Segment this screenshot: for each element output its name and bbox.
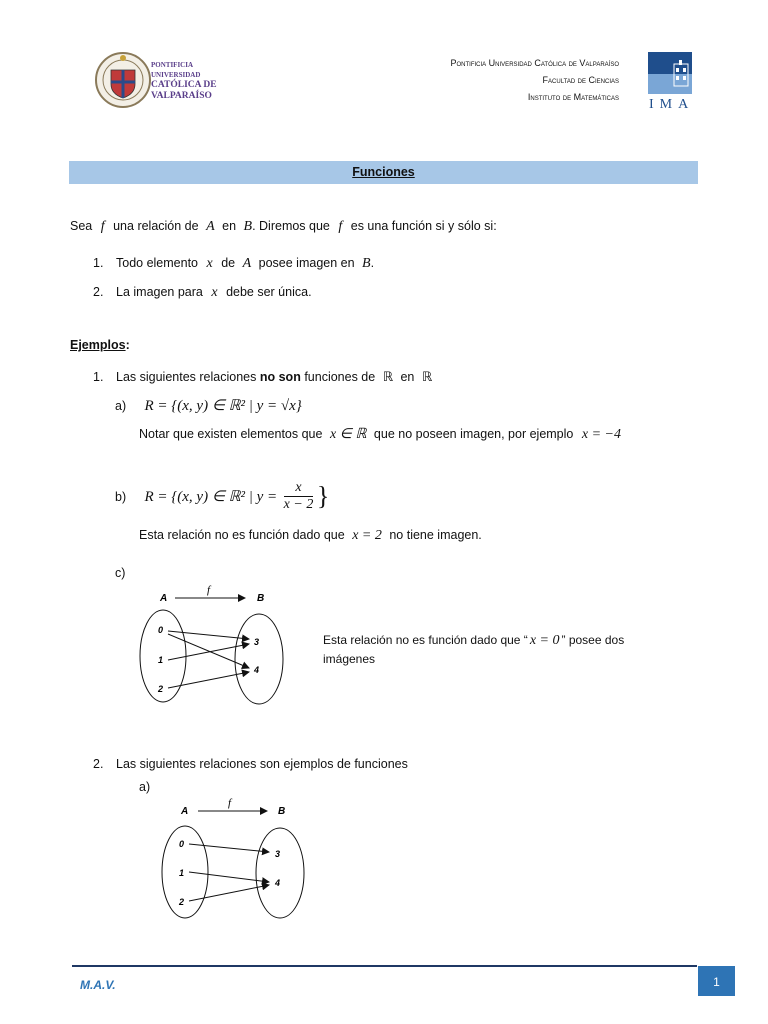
example-number: 2.	[93, 757, 104, 771]
condition-math-x: x	[206, 256, 213, 271]
examples-colon: :	[125, 338, 130, 352]
relation-diagram-2	[155, 796, 315, 921]
reals-symbol: ℝ	[421, 370, 433, 385]
codomain-element: 4	[275, 878, 281, 888]
example-bold-text: no son	[259, 370, 301, 384]
example-2-heading	[93, 757, 408, 771]
intro-text-1: Sea	[70, 219, 93, 233]
page-number: 1	[698, 966, 735, 996]
footer-initials: M.A.V.	[80, 978, 116, 992]
intro-math-b: B	[243, 219, 253, 234]
logo-line-3: CATÓLICA DE	[151, 80, 217, 90]
domain-set	[162, 826, 208, 918]
diagram-label-b: B	[257, 593, 265, 604]
fraction	[284, 480, 314, 513]
ima-building-icon	[648, 52, 692, 94]
codomain-set	[256, 828, 304, 918]
codomain-element: 3	[275, 849, 281, 859]
note-text: ” posee dos	[561, 633, 625, 647]
logo-line-1: PONTIFICIA	[151, 61, 194, 69]
example-1a	[115, 396, 302, 415]
note-math: x ∈ ℝ	[329, 427, 367, 442]
condition-text: posee imagen en	[258, 256, 355, 270]
logo-line-4: VALPARAÍSO	[151, 91, 212, 101]
condition-text: La imagen para	[116, 285, 203, 299]
note-text: Notar que existen elementos que	[139, 427, 323, 441]
institution-faculty: Facultad de Ciencias	[542, 75, 619, 85]
diagram-label-b: B	[278, 806, 286, 817]
ima-logo-text: IMA	[649, 97, 695, 112]
condition-text: debe ser única.	[226, 285, 312, 299]
condition-text: .	[370, 256, 375, 270]
example-text: Las siguientes relaciones	[116, 370, 257, 384]
item-label-a: a)	[139, 780, 151, 794]
condition-math-b: B	[362, 256, 371, 271]
example-1c-note	[323, 631, 624, 669]
formula-a: R = {(x, y) ∈ ℝ² | y = √x}	[144, 398, 302, 414]
domain-element: 1	[179, 868, 185, 878]
intro-math-f2: f	[338, 219, 343, 234]
logo-line-2: UNIVERSIDAD	[151, 71, 201, 79]
fraction-denominator: x − 2	[283, 497, 314, 512]
note-text: Esta relación no es función dado que “	[323, 633, 528, 647]
domain-element: 2	[158, 684, 164, 694]
codomain-set	[235, 614, 283, 704]
title-bar	[69, 161, 698, 184]
relation-arrow	[168, 644, 249, 660]
domain-element: 0	[158, 625, 164, 635]
university-logo	[94, 46, 229, 116]
codomain-element: 3	[254, 637, 260, 647]
domain-element: 2	[179, 897, 185, 907]
diagram-label-a: A	[181, 806, 189, 817]
example-text: funciones de	[304, 370, 376, 384]
intro-text-4: . Diremos que	[252, 219, 330, 233]
codomain-element: 4	[254, 665, 260, 675]
domain-element: 0	[179, 839, 185, 849]
example-text: Las siguientes relaciones son ejemplos de funciones	[116, 757, 408, 771]
relation-arrow	[189, 872, 269, 882]
intro-paragraph	[70, 219, 497, 235]
diagram-label-a: A	[160, 593, 168, 604]
example-number: 1.	[93, 370, 104, 384]
page-title: Funciones	[352, 165, 415, 179]
institution-university: Pontificia Universidad Católica de Valparaíso	[450, 58, 619, 68]
ima-logo	[648, 52, 695, 112]
condition-math-a: A	[242, 256, 252, 271]
closing-brace: }	[316, 481, 330, 511]
intro-text-2: una relación de	[113, 219, 199, 233]
intro-math-a: A	[206, 219, 215, 234]
item-label: b)	[115, 489, 127, 504]
note-text: Esta relación no es función dado que	[139, 528, 345, 542]
institution-institute: Instituto de Matemáticas	[527, 92, 619, 102]
condition-number: 1.	[93, 256, 104, 270]
relation-arrow	[168, 634, 249, 668]
intro-text-3: en	[222, 219, 237, 233]
note-math: x = 0	[529, 633, 560, 648]
condition-1	[93, 256, 374, 272]
condition-math-x: x	[211, 285, 218, 300]
condition-text: de	[221, 256, 236, 270]
fraction-numerator: x	[284, 480, 314, 497]
formula-b: R = {(x, y) ∈ ℝ² | y =	[144, 489, 278, 505]
diagram-label-f: f	[207, 584, 211, 596]
condition-number: 2.	[93, 285, 104, 299]
note-text: que no poseen imagen, por ejemplo	[373, 427, 574, 441]
condition-2	[93, 285, 312, 301]
diagram-label-f: f	[228, 797, 232, 809]
example-1b	[115, 480, 329, 513]
example-1-heading	[93, 370, 432, 385]
note-text: no tiene imagen.	[389, 528, 482, 542]
institution-block	[451, 55, 619, 106]
university-seal-icon	[94, 46, 152, 114]
examples-label: Ejemplos	[70, 338, 126, 352]
intro-text-5: es una función si y sólo si:	[350, 219, 497, 233]
relation-arrow	[189, 885, 269, 901]
relation-arrow	[168, 672, 249, 688]
relation-arrow	[168, 631, 249, 639]
example-text: en	[400, 370, 415, 384]
footer-rule	[72, 965, 697, 967]
relation-arrow	[189, 844, 269, 852]
domain-element: 1	[158, 655, 164, 665]
note-math: x = −4	[581, 427, 621, 442]
examples-heading	[70, 338, 130, 352]
note-math: x = 2	[352, 528, 382, 543]
item-label: a)	[115, 399, 127, 413]
example-1a-note	[139, 426, 621, 443]
reals-symbol: ℝ	[382, 370, 393, 385]
item-label-c: c)	[115, 566, 126, 580]
note-line-2: imágenes	[323, 652, 376, 666]
example-1b-note	[139, 528, 482, 544]
relation-diagram-1	[133, 582, 293, 707]
condition-text: Todo elemento	[116, 256, 199, 270]
intro-math-f: f	[100, 219, 105, 234]
note-line-1	[323, 631, 624, 650]
